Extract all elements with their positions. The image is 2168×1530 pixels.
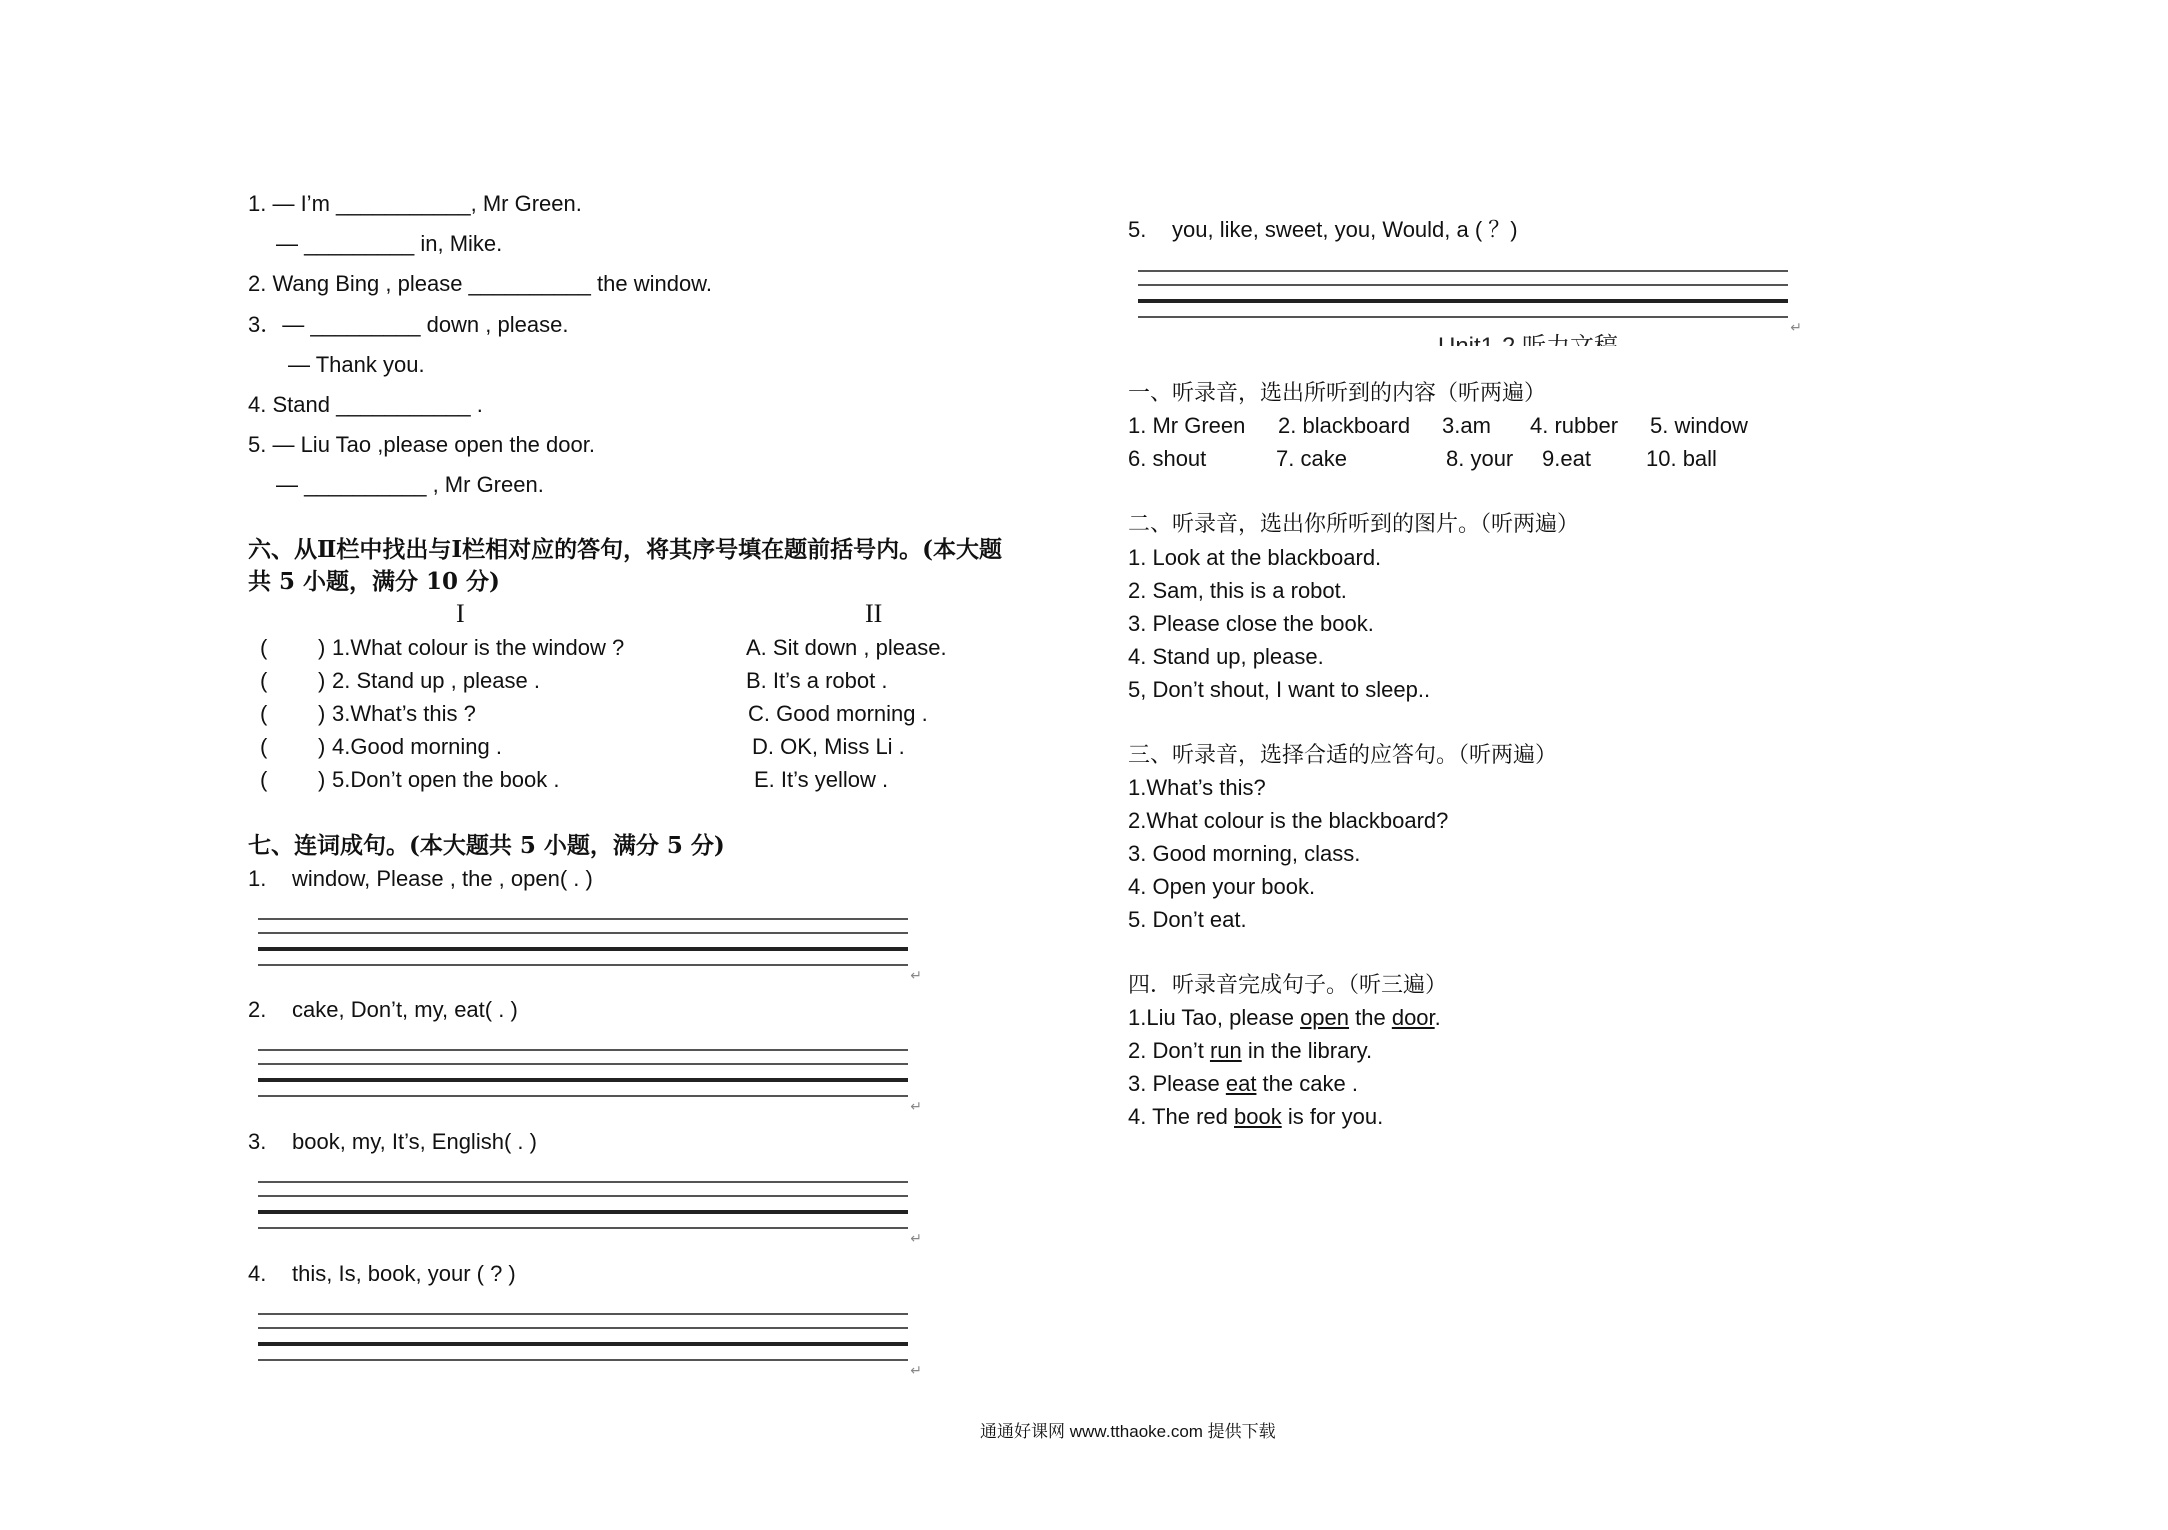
s1-word: 8. your (1446, 446, 1514, 471)
s3-line: 3. Good morning, class. (1128, 841, 1361, 866)
answer-paren-open: ( (260, 635, 268, 660)
s1-word: 4. rubber (1530, 413, 1619, 438)
sentence-item-number: 4. (248, 1261, 267, 1286)
sentence-item-words: cake, Don’t, my, eat( . ) (292, 997, 518, 1022)
s2-line: 3. Please close the book. (1128, 611, 1374, 636)
column-I-header: I (456, 599, 465, 628)
matching-answer: B. It’s a robot . (746, 668, 888, 693)
answer-paren-open: ( (260, 734, 268, 759)
return-mark: ↵ (910, 1098, 922, 1114)
s2-heading: 二、听录音，选出你所听到的图片。（听两遍） (1128, 511, 1580, 536)
s1-heading: 一、听录音，选出所听到的内容（听两遍） (1128, 380, 1547, 405)
answer-word: door (1391, 1005, 1435, 1030)
matching-answer: C. Good morning . (748, 701, 928, 726)
writing-lines[interactable] (258, 1181, 922, 1246)
s1-word: 7. cake (1276, 446, 1347, 471)
sentence-item-words: window, Please , the , open( . ) (292, 866, 593, 891)
fill-line-5b: — __________ , Mr Green. (276, 472, 544, 497)
fill-line-3b: — Thank you. (288, 352, 425, 377)
s2-line: 5, Don’t shout, I want to sleep.. (1128, 677, 1431, 702)
s4-line: 2. Don’t run in the library. (1128, 1038, 1373, 1063)
return-mark: ↵ (1790, 319, 1802, 335)
sentence-item-number: 5. (1128, 217, 1147, 242)
answer-paren-close: ) (318, 668, 326, 693)
sentence-item-number: 2. (248, 997, 267, 1022)
s1-word: 9.eat (1542, 446, 1591, 471)
fill-line-5: 5. — Liu Tao ,please open the door. (248, 432, 595, 457)
footer-credit: 通通好课网 www.tthaoke.com 提供下载 (980, 1422, 1276, 1441)
s3-line: 1.What’s this? (1128, 775, 1266, 800)
s1-word: 2. blackboard (1278, 413, 1411, 438)
s4-heading: 四．听录音完成句子。（听三遍） (1128, 972, 1448, 997)
answer-paren-open: ( (260, 701, 268, 726)
matching-answer: E. It’s yellow . (754, 767, 889, 792)
s1-word: 3.am (1442, 413, 1491, 438)
return-mark: ↵ (910, 967, 922, 983)
s1-word: 5. window (1650, 413, 1748, 438)
matching-question: 3.What’s this ? (332, 701, 476, 726)
answer-word: run (1209, 1038, 1242, 1063)
s2-line: 2. Sam, this is a robot. (1128, 578, 1347, 603)
writing-lines[interactable] (1138, 270, 1802, 335)
s3-line: 5. Don’t eat. (1128, 907, 1247, 932)
section6-heading-line2: 共 5 小题，满分 10 分) (248, 568, 500, 595)
s2-line: 1. Look at the blackboard. (1128, 545, 1382, 570)
fill-line-3: 3．— _________ down , please. (248, 312, 569, 337)
s1-word: 10. ball (1646, 446, 1717, 471)
s3-line: 4. Open your book. (1128, 874, 1316, 899)
matching-question: 2. Stand up , please . (332, 668, 540, 693)
s4-line: 3. Please eat the cake . (1128, 1071, 1358, 1096)
s1-word: 6. shout (1128, 446, 1207, 471)
sentence-item-words: this, Is, book, your ( ? ) (292, 1261, 516, 1286)
fill-line-1: 1. — I’m ___________, Mr Green. (248, 191, 582, 216)
sentence-item-number: 3. (248, 1129, 267, 1154)
s3-line: 2.What colour is the blackboard? (1128, 808, 1449, 833)
answer-paren-close: ) (318, 767, 326, 792)
s1-word: 1. Mr Green (1128, 413, 1246, 438)
fill-line-1b: — _________ in, Mike. (276, 231, 503, 256)
section6-heading-line1: 六、从Ⅱ栏中找出与Ⅰ栏相对应的答句，将其序号填在题前括号内。(本大题 (248, 536, 1003, 563)
s4-line: 1.Liu Tao, please open the door. (1128, 1005, 1441, 1030)
answer-paren-close: ) (318, 734, 326, 759)
answer-paren-close: ) (318, 701, 326, 726)
writing-lines[interactable] (258, 1049, 922, 1114)
matching-answer: A. Sit down , please. (746, 635, 947, 660)
matching-question: 1.What colour is the window ? (332, 635, 625, 660)
writing-lines[interactable] (258, 918, 922, 983)
answer-word: open (1300, 1005, 1350, 1030)
s4-line: 4. The red book is for you. (1128, 1104, 1384, 1129)
return-mark: ↵ (910, 1230, 922, 1246)
writing-lines[interactable] (258, 1313, 922, 1378)
s3-heading: 三、听录音，选择合适的应答句。（听两遍） (1128, 742, 1558, 767)
answer-word: book (1234, 1104, 1282, 1129)
fill-line-2: 2. Wang Bing , please __________ the window. (248, 271, 712, 296)
s2-line: 4. Stand up, please. (1128, 644, 1324, 669)
fill-line-4: 4. Stand ___________ . (248, 392, 483, 417)
column-II-header: II (865, 599, 883, 628)
answer-paren-close: ) (318, 635, 326, 660)
matching-question: 4.Good morning . (332, 734, 502, 759)
answer-word: eat (1225, 1071, 1257, 1096)
sentence-item-words: you, like, sweet, you, Would, a ( ？) (1172, 217, 1518, 242)
sentence-item-words: book, my, It’s, English( . ) (292, 1129, 537, 1154)
matching-answer: D. OK, Miss Li . (752, 734, 905, 759)
return-mark: ↵ (910, 1362, 922, 1378)
sentence-item-number: 1. (248, 866, 267, 891)
section7-heading: 七、连词成句。(本大题共 5 小题，满分 5 分) (248, 832, 725, 859)
matching-question: 5.Don’t open the book . (332, 767, 560, 792)
answer-paren-open: ( (260, 668, 268, 693)
answer-paren-open: ( (260, 767, 268, 792)
